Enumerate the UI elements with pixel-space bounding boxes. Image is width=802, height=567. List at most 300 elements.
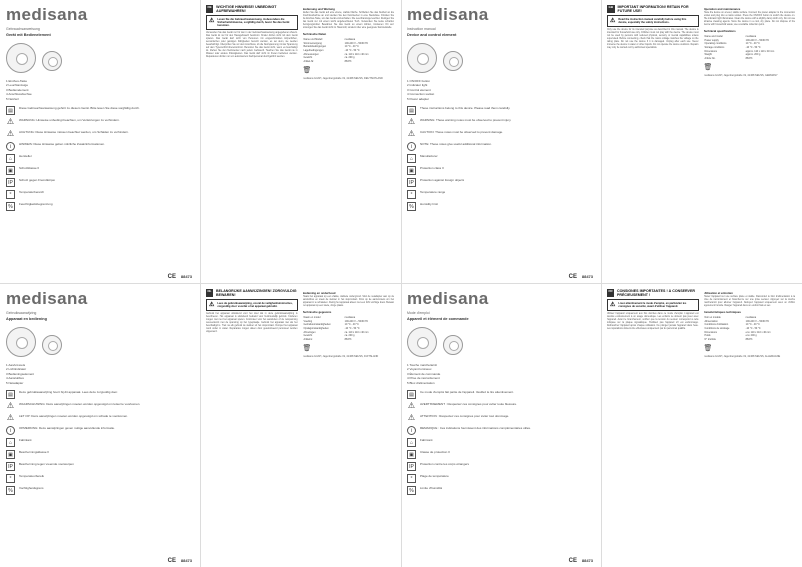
spec-value: approx. 200 g	[745, 53, 761, 57]
spec-value: ca. 110 x 110 x 40 mm	[344, 52, 369, 56]
operation-text: Stellen Sie das Gerät auf eine ebene, stabile Fläche. Schließen Sie das Netzteil an die Anschlussbuchse an und stecken Sie den Netzstecker in eine Steckdose. Drücken Sie die Ein/Aus-Taste, um das Gerät einzuschalten. Die Leuchtanzeige leuchtet. Reinigen Sie das Gerät nur mit einem leicht angefeuchteten Tuch. Verwenden Sie keine scharfen Reinigungsmittel. Bewahren Sie das Gerät an einem kühlen, trockenen Ort auf. Entsorgen Sie das Gerät nicht im Hausmüll, sondern über eine geeignete Sammelstelle.	[302, 12, 394, 29]
text-panel	[200, 0, 400, 283]
symbol-row	[407, 190, 595, 199]
humidity-icon: %	[6, 486, 15, 495]
note-icon: i	[6, 142, 15, 151]
device-title: Device and control element	[407, 33, 457, 37]
spec-label: Voeding	[303, 319, 313, 323]
specs-table	[704, 316, 796, 341]
symbol-row	[407, 402, 595, 411]
language-code: FR	[607, 289, 614, 297]
ce-mark: CE	[167, 558, 176, 564]
symbol-text: HINWEIS: Diese Hinweise geben nützliche Zusatzinformationen.	[19, 142, 105, 147]
part-label: 2 Lichtindicator	[6, 367, 27, 372]
cover-panel	[401, 0, 601, 283]
safety-column	[206, 289, 298, 562]
device-illustration	[6, 327, 194, 357]
temp-icon: °	[6, 474, 15, 483]
symbol-text: CAUTION: These notes must be observed to prevent damage.	[420, 130, 503, 135]
language-code: GB	[607, 5, 615, 13]
safety-text: Only use the device for its intended purpose as described in this manual. The device is intended for household use only. Children must not play with the device. The device must not be used by persons with reduced physical, sensory or mental capabilities unless supervised. Before connecting, check that the mains voltage matches the voltage on the rating plate. Do not use the device if it is damaged. Unplug after each use. Never immerse the device in water or other liquids. Do not operate the device outdoors. Repairs may only be carried out by authorised specialists.	[607, 29, 699, 49]
humidity-icon: %	[407, 486, 416, 495]
symbol-row	[407, 450, 595, 459]
safety-column	[607, 289, 699, 562]
safety-heading	[206, 5, 298, 13]
symbol-row	[6, 486, 194, 495]
symbol-text: ACHTUNG: Diese Hinweise müssen beachtet werden, um Schäden zu verhindern.	[19, 130, 129, 135]
operation-heading: Operation and maintenance	[703, 7, 741, 11]
control-element-icon	[443, 335, 463, 355]
safety-warning-box	[607, 15, 699, 27]
part-label: 2 Leuchtanzeige	[6, 83, 29, 88]
symbol-text: AVERTISSEMENT : Respectez ces consignes pour éviter toute blessure.	[420, 402, 518, 407]
symbol-text: Schutz gegen Fremdkörper	[19, 178, 56, 183]
parts-list	[407, 363, 595, 385]
manufacturer-icon: ⌂	[6, 438, 15, 447]
spec-value: ca. 110 x 110 x 40 mm	[344, 330, 369, 334]
spec-label: Artikel-Nr.	[303, 59, 314, 63]
spec-value: ca. 200 g	[344, 334, 355, 338]
class2-icon: ▣	[407, 450, 416, 459]
symbol-row	[6, 166, 194, 175]
spec-row	[303, 60, 395, 64]
safety-warning-text: Lisez attentivement le mode d'emploi, en particulier les consignes de sécurité, avant d'utiliser l'appareil.	[618, 302, 687, 308]
spec-value: -10 °C - 50 °C	[344, 327, 360, 331]
specs-heading: Technische gegevens	[302, 310, 332, 314]
part-label: 3 Bedienelement	[6, 87, 29, 92]
symbol-text: Diese Gebrauchsanweisung gehört zu diesem Gerät. Bitte lesen Sie diese sorgfältig durch.	[19, 106, 140, 111]
symbol-row	[407, 462, 595, 471]
note-icon: i	[6, 426, 15, 435]
symbol-row	[6, 474, 194, 483]
symbol-text: Vochtigheidsgrens	[19, 486, 44, 491]
spec-label: Storage conditions	[704, 46, 725, 50]
note-icon: i	[407, 142, 416, 151]
spec-label: Nom et modèle	[704, 316, 721, 320]
spec-value: 10 °C - 40 °C	[745, 323, 760, 327]
manual-type: Instruction manual	[407, 27, 436, 31]
temp-icon: °	[407, 190, 416, 199]
part-label: 1 ON/OFF button	[407, 79, 431, 83]
symbol-row	[6, 106, 194, 115]
article-code: 88473	[581, 274, 593, 279]
safety-warning-box	[206, 299, 298, 311]
spec-value: -10 °C - 50 °C	[745, 46, 761, 50]
spec-value: -10 °C - 50 °C	[745, 327, 761, 331]
symbol-legend	[407, 390, 595, 495]
part-label: 1 Touche marche/arrêt	[407, 363, 437, 367]
spec-label: Gebruiksomstandigheden	[303, 323, 331, 327]
spec-label: Dimensions	[704, 49, 717, 53]
spec-value: 88473	[745, 56, 753, 60]
symbol-text: Fabrikant	[19, 438, 32, 443]
ip-icon: IP	[407, 178, 416, 187]
symbol-row	[407, 142, 595, 151]
ce-mark: CE	[167, 274, 176, 280]
safety-text: Verwenden Sie das Gerät nur für den in der Gebrauchsanweisung angegebenen Zweck. Das Gerät ist nur für den Hausgebrauch bestimmt. Kinder dürfen nicht mit dem Gerät spielen. Das Gerät darf nicht von Personen mit eingeschränkten körperlichen, sensorischen oder geistigen Fähigkeiten benutzt werden, es sei denn, sie werden beaufsichtigt. Überprüfen Sie vor dem Anschluss, ob die Netzspannung mit der Spannung auf dem Typenschild übereinstimmt. Benutzen Sie das Gerät nicht, wenn es beschädigt ist. Ziehen Sie den Netzstecker nach jedem Gebrauch. Tauchen Sie das Gerät nie in Wasser oder andere Flüssigkeiten. Das Gerät darf nicht im Freien betrieben werden. Reparaturen dürfen nur von autorisiertem Fachpersonal durchgeführt werden.	[206, 32, 298, 58]
spec-label: Article No.	[704, 56, 716, 60]
symbol-row	[407, 426, 595, 435]
caution-icon: ⚠	[6, 413, 15, 423]
part-label: 4 Connection socket	[407, 92, 435, 97]
device-icon	[6, 327, 36, 357]
symbol-text: Ce mode d'emploi fait partie de l'appareil. Veuillez le lire attentivement.	[420, 390, 514, 395]
spec-value: 100-240 V ~ 50/60 Hz	[344, 41, 368, 45]
device-illustration	[407, 43, 595, 73]
part-label: 5 Netadapter	[6, 380, 24, 385]
spec-label: Dimensions	[704, 330, 717, 334]
book-icon: ▤	[6, 106, 15, 115]
spec-label: Conditions de stockage	[704, 327, 730, 331]
waste-bin-icon: 🗑	[302, 345, 312, 353]
manual-type: Gebrauchsanweisung	[6, 27, 40, 31]
safety-heading-text: WICHTIGE HINWEISE! UNBEDINGT AUFBEWAHREN!	[216, 5, 277, 13]
spec-label: Lagerbedingungen	[303, 49, 324, 53]
spec-label: Operating conditions	[704, 42, 727, 46]
spec-label: Naam en model	[303, 316, 321, 320]
symbol-legend	[6, 390, 194, 495]
symbol-text: NOTE: These notes give useful additional information.	[420, 142, 492, 147]
parts-list	[6, 79, 194, 101]
spec-label: Poids	[704, 334, 711, 338]
article-code: 88473	[581, 558, 593, 563]
humidity-icon: %	[407, 202, 416, 211]
spec-label: Conditions d'utilisation	[704, 323, 729, 327]
safety-heading-text: BELANGRIJKE AANWIJZINGEN! ZORGVULDIG BEWAREN!	[216, 289, 297, 297]
safety-warning-box	[607, 299, 699, 311]
symbol-row	[407, 414, 595, 423]
symbol-text: Plage de température	[420, 474, 449, 479]
spec-label: Alimentation	[704, 319, 718, 323]
control-element-icon	[42, 335, 62, 355]
spec-value: medisana	[745, 35, 757, 39]
manual-type: Gebruiksaanwijzing	[6, 311, 37, 315]
symbol-text: Limite d'humidité	[420, 486, 443, 491]
spec-value: 10 °C - 40 °C	[745, 42, 760, 46]
waste-bin-icon: 🗑	[302, 67, 312, 75]
symbol-row	[6, 462, 194, 471]
symbol-legend	[6, 106, 194, 211]
symbol-text: Hersteller	[19, 154, 32, 159]
device-icon	[407, 327, 437, 357]
specs-heading: Caractéristiques techniques	[703, 310, 741, 314]
symbol-row	[6, 402, 194, 411]
operation-text: Placez l'appareil sur une surface plane et stable. Raccordez le bloc d'alimentation à la prise de raccordement et branchez-le sur une prise secteur. Appuyez sur la touche marche/arrêt pour allumer l'appareil. Nettoyez l'appareil uniquement avec un chiffon légèrement humide. Rangez l'appareil dans un endroit frais et sec.	[703, 296, 795, 307]
brand-logo: medisana	[407, 289, 489, 308]
specs-table	[303, 316, 395, 341]
caution-icon: ⚠	[407, 413, 416, 423]
symbol-row	[407, 106, 595, 115]
part-label: 4 Aansluitbus	[6, 376, 24, 381]
operation-column	[303, 5, 395, 278]
spec-label: Artikelnr.	[303, 337, 313, 341]
spec-value: medisana	[344, 316, 356, 320]
spec-value: 10 °C - 40 °C	[344, 45, 359, 49]
spec-row	[303, 338, 395, 342]
warning-icon: ⚠	[407, 401, 416, 411]
ce-mark: CE	[568, 558, 577, 564]
class2-icon: ▣	[6, 166, 15, 175]
spec-label: Weight	[704, 53, 712, 57]
spec-value: env. 200 g	[745, 334, 757, 338]
spec-label: Name and model	[704, 35, 723, 39]
caution-icon: ⚠	[407, 129, 416, 139]
device-illustration	[6, 43, 194, 73]
symbol-row	[6, 426, 194, 435]
spec-value: 88473	[344, 59, 352, 63]
operation-column	[303, 289, 395, 562]
operation-heading: Bediening en onderhoud	[302, 291, 336, 295]
waste-bin-icon: 🗑	[703, 345, 713, 353]
symbol-text: Protection against foreign objects	[420, 178, 465, 183]
symbol-row	[6, 390, 194, 399]
control-element-icon	[42, 51, 62, 71]
disposal-note	[704, 63, 796, 71]
symbol-row	[6, 438, 194, 447]
part-label: 3 Control element	[407, 87, 431, 92]
symbol-text: WAARSCHUWING: Deze aanwijzingen moeten worden opgevolgd om letsel te voorkomen.	[19, 402, 141, 407]
temp-icon: °	[6, 190, 15, 199]
device-title: Appareil et élément de commande	[407, 317, 469, 321]
device-icon	[407, 43, 437, 73]
specs-table	[704, 35, 796, 60]
cover-panel	[401, 284, 601, 567]
safety-heading-text: CONSIGNES IMPORTANTES ! À CONSERVER PRÉCIEUSEMENT !	[617, 289, 695, 297]
waste-bin-icon: 🗑	[703, 64, 713, 72]
spec-row	[704, 57, 796, 61]
parts-list	[407, 79, 595, 101]
manufacturer-address: medisana GmbH, Jagenbergstraße 19, 41468 NEUSS, GERMANY	[703, 74, 778, 78]
cover-panel	[0, 0, 200, 283]
symbol-text: REMARQUE : Ces indications fournissent des informations complémentaires utiles.	[420, 426, 531, 431]
operation-text: Plaats het apparaat op een vlakke, stabiele ondergrond. Sluit de netadapter aan op de aansluitbus en steek de stekker in het stopcontact. Druk op de aan/uit-toets om het apparaat in te schakelen. Reinig het apparaat alleen met een licht vochtige doek. Bewaar het apparaat op een koele, droge plaats.	[302, 296, 394, 307]
brand-logo: medisana	[6, 289, 88, 308]
symbol-row	[6, 142, 194, 151]
class2-icon: ▣	[6, 450, 15, 459]
brand-logo: medisana	[407, 5, 489, 24]
spec-value: -10 °C - 50 °C	[344, 49, 360, 53]
spec-label: Opslagomstandigheden	[303, 327, 329, 331]
safety-warning-text: Read the instruction manual carefully before using this device, especially the safety instructions.	[618, 18, 687, 24]
safety-column	[607, 5, 699, 278]
symbol-text: Protection contre les corps étrangers	[420, 462, 470, 467]
operation-column	[704, 289, 796, 562]
symbol-row	[6, 118, 194, 127]
warning-icon: ⚠	[209, 302, 215, 308]
cover-panel	[0, 284, 200, 567]
spec-value: env. 110 x 110 x 40 mm	[745, 330, 771, 334]
symbol-text: WARNUNG: Hinweise unbedingt beachten, um Verletzungen zu verhindern.	[19, 118, 120, 123]
manufacturer-icon: ⌂	[6, 154, 15, 163]
symbol-text: These instructions belong to this device. Please read them carefully.	[420, 106, 511, 111]
symbol-text: Temperaturbereich	[19, 190, 45, 195]
manufacturer-icon: ⌂	[407, 154, 416, 163]
symbol-row	[6, 190, 194, 199]
warning-icon: ⚠	[610, 302, 616, 308]
specs-heading: Technical specifications	[703, 29, 736, 33]
part-label: 5 Netzteil	[6, 96, 19, 101]
article-code: 88473	[180, 558, 192, 563]
ce-mark: CE	[568, 274, 577, 280]
spec-label: Afmetingen	[303, 330, 316, 334]
warning-icon: ⚠	[6, 117, 15, 127]
disposal-note	[303, 66, 395, 74]
safety-warning-box	[206, 15, 298, 30]
symbol-text: Temperatuurbereik	[19, 474, 45, 479]
symbol-text: ATTENTION : Respectez ces consignes pour éviter tout dommage.	[420, 414, 510, 419]
safety-heading	[206, 289, 298, 297]
ip-icon: IP	[407, 462, 416, 471]
symbol-row	[407, 390, 595, 399]
symbol-text: Protection class II	[420, 166, 444, 171]
symbol-legend	[407, 106, 595, 211]
symbol-text: Feuchtigkeitsbegrenzung	[19, 202, 53, 207]
safety-text: Utilisez l'appareil uniquement aux fins décrites dans ce mode d'emploi. L'appareil est destiné exclusivement à un usage domestique. Les enfants ne doivent pas jouer avec l'appareil. Avant le branchement, vérifiez que la tension du secteur correspond à celle indiquée sur la plaque signalétique. N'utilisez pas l'appareil s'il est endommagé. Débranchez l'appareil après chaque utilisation. Ne plongez jamais l'appareil dans l'eau. Les réparations doivent être effectuées uniquement par du personnel qualifié.	[607, 313, 699, 330]
spec-label: Gewicht	[303, 334, 313, 338]
book-icon: ▤	[6, 390, 15, 399]
caution-icon: ⚠	[6, 129, 15, 139]
safety-heading	[607, 289, 699, 297]
note-icon: i	[407, 426, 416, 435]
part-label: 3 Bedieningselement	[6, 371, 35, 376]
symbol-row	[407, 474, 595, 483]
safety-warning-text: Lesen Sie die Gebrauchsanweisung, insbesondere die Sicherheitshinweise, sorgfältig durch, bevor Sie das Gerät benutzen.	[217, 18, 290, 27]
spec-label: Stromversorgung	[303, 41, 322, 45]
spec-value: 88473	[745, 337, 753, 341]
safety-heading	[607, 5, 699, 13]
spec-label: N° d'article	[704, 337, 717, 341]
spec-value: 88473	[344, 337, 352, 341]
manufacturer-address: medisana GmbH, Jagenbergstraße 19, 41468 NEUSS, DUITSLAND	[302, 355, 379, 359]
symbol-row	[407, 118, 595, 127]
symbol-row	[407, 486, 595, 495]
safety-heading-text: IMPORTANT INFORMATION! RETAIN FOR FUTURE USE!	[617, 5, 689, 13]
safety-column	[206, 5, 298, 278]
part-label: 1 Ein/Aus-Taste	[6, 79, 28, 83]
symbol-row	[6, 178, 194, 187]
manufacturer-address: medisana GmbH, Jagenbergstraße 19, 41468 NEUSS, DEUTSCHLAND	[302, 77, 383, 81]
symbol-text: Schutzklasse II	[19, 166, 40, 171]
language-code: NL	[206, 289, 213, 297]
text-panel	[601, 0, 801, 283]
safety-text: Gebruik het apparaat uitsluitend voor het doel dat in deze gebruiksaanwijzing is beschreven. Het apparaat is uitsluitend bedoeld voor huishoudelijk gebruik. Kinderen mogen niet met het apparaat spelen. Controleer voor het aansluiten of de netspanning overeenkomt met de spanning op het typeplaatje. Gebruik het apparaat niet als het beschadigd is. Trek na elk gebruik de stekker uit het stopcontact. Dompel het apparaat nooit onder in water. Reparaties mogen alleen door geautoriseerd personeel worden uitgevoerd.	[206, 313, 298, 333]
text-panel	[200, 284, 400, 567]
warning-icon: ⚠	[209, 18, 215, 24]
manufacturer-address: medisana GmbH, Jagenbergstraße 19, 41468 NEUSS, ALLEMAGNE	[703, 355, 781, 359]
symbol-text: Humidity limit	[420, 202, 438, 207]
spec-value: 100-240 V ~ 50/60 Hz	[344, 319, 368, 323]
symbol-row	[407, 202, 595, 211]
ip-icon: IP	[6, 178, 15, 187]
operation-heading: Utilisation et entretien	[703, 291, 733, 295]
symbol-row	[407, 166, 595, 175]
symbol-row	[407, 154, 595, 163]
spec-value: 100-240 V ~ 50/60 Hz	[745, 38, 769, 42]
spec-value: medisana	[344, 38, 356, 42]
ip-icon: IP	[6, 462, 15, 471]
part-label: 4 Prise de raccordement	[407, 376, 440, 381]
device-title: Apparaat en bediening	[6, 317, 47, 321]
device-title: Gerät mit Bedienelement	[6, 33, 51, 37]
warning-icon: ⚠	[407, 117, 416, 127]
specs-table	[303, 38, 395, 63]
spec-value: 10 °C - 40 °C	[344, 323, 359, 327]
part-label: 5 Power adapter	[407, 96, 430, 101]
operation-column	[704, 5, 796, 278]
language-code: DE	[206, 5, 213, 13]
symbol-text: Bescherming tegen vreemde voorwerpen	[19, 462, 74, 467]
symbol-text: WARNING: These warning notes must be observed to prevent injury.	[420, 118, 512, 123]
spec-value: approx. 110 x 110 x 40 mm	[745, 49, 775, 53]
symbol-text: Classe de protection II	[420, 450, 450, 455]
symbol-text: Deze gebruiksaanwijzing hoort bij dit apparaat. Lees deze zorgvuldig door.	[19, 390, 118, 395]
disposal-note	[704, 344, 796, 352]
book-icon: ▤	[407, 390, 416, 399]
spec-value: medisana	[745, 316, 757, 320]
symbol-row	[6, 202, 194, 211]
brand-logo: medisana	[6, 5, 88, 24]
spec-label: Name und Modell	[303, 38, 323, 42]
spec-label: Betriebsbedingungen	[303, 45, 327, 49]
part-label: 5 Bloc d'alimentation	[407, 380, 435, 385]
device-icon	[6, 43, 36, 73]
class2-icon: ▣	[407, 166, 416, 175]
humidity-icon: %	[6, 202, 15, 211]
spec-label: Gewicht	[303, 56, 313, 60]
text-panel	[601, 284, 801, 567]
safety-warning-text: Lees de gebruiksaanwijzing, vooral de veiligheidsinstructies, zorgvuldig door voordat u het apparaat gebruikt.	[217, 302, 293, 308]
symbol-text: OPMERKING: Deze aanwijzingen geven nuttige aanvullende informatie.	[19, 426, 115, 431]
device-illustration	[407, 327, 595, 357]
warning-icon: ⚠	[6, 401, 15, 411]
part-label: 4 Anschlussbuchse	[6, 92, 32, 97]
temp-icon: °	[407, 474, 416, 483]
book-icon: ▤	[407, 106, 416, 115]
manufacturer-icon: ⌂	[407, 438, 416, 447]
spec-row	[704, 338, 796, 342]
symbol-text: Beschermingsklasse II	[19, 450, 50, 455]
symbol-row	[407, 178, 595, 187]
operation-text: Place the device on a level, stable surface. Connect the power adapter to the connection socket and plug into a mains socket. Press the ON/OFF button to switch the device on. The indicator light illuminates. Clean the device with a slightly damp cloth only. Do not use abrasive cleaning agents. Store the device in a cool, dry place. Do not dispose of the device with household waste; use a suitable collection point.	[703, 12, 795, 26]
symbol-row	[6, 130, 194, 139]
spec-value: ca. 200 g	[344, 56, 355, 60]
disposal-note	[303, 344, 395, 352]
part-label: 1 Aan/uit-toets	[6, 363, 26, 367]
symbol-row	[6, 450, 194, 459]
control-element-icon	[443, 51, 463, 71]
parts-list	[6, 363, 194, 385]
spec-label: Power supply	[704, 38, 719, 42]
spec-label: Abmessungen	[303, 52, 319, 56]
symbol-text: LET OP: Deze aanwijzingen moeten worden opgevolgd om schade te voorkomen.	[19, 414, 129, 419]
article-code: 88473	[180, 274, 192, 279]
symbol-row	[407, 438, 595, 447]
part-label: 2 Indicator light	[407, 83, 428, 88]
symbol-text: Temperature range	[420, 190, 446, 195]
manual-type: Mode d'emploi	[407, 311, 430, 315]
part-label: 2 Voyant lumineux	[407, 367, 432, 372]
specs-heading: Technische Daten	[302, 32, 327, 36]
symbol-row	[6, 414, 194, 423]
symbol-text: Manufacturer	[420, 154, 438, 159]
warning-icon: ⚠	[610, 18, 616, 24]
part-label: 3 Élément de commande	[407, 371, 441, 376]
symbol-text: Fabricant	[420, 438, 433, 443]
symbol-row	[6, 154, 194, 163]
symbol-row	[407, 130, 595, 139]
spec-value: 100-240 V ~ 50/60 Hz	[745, 319, 769, 323]
operation-heading: Bedienung und Wartung	[302, 7, 335, 11]
